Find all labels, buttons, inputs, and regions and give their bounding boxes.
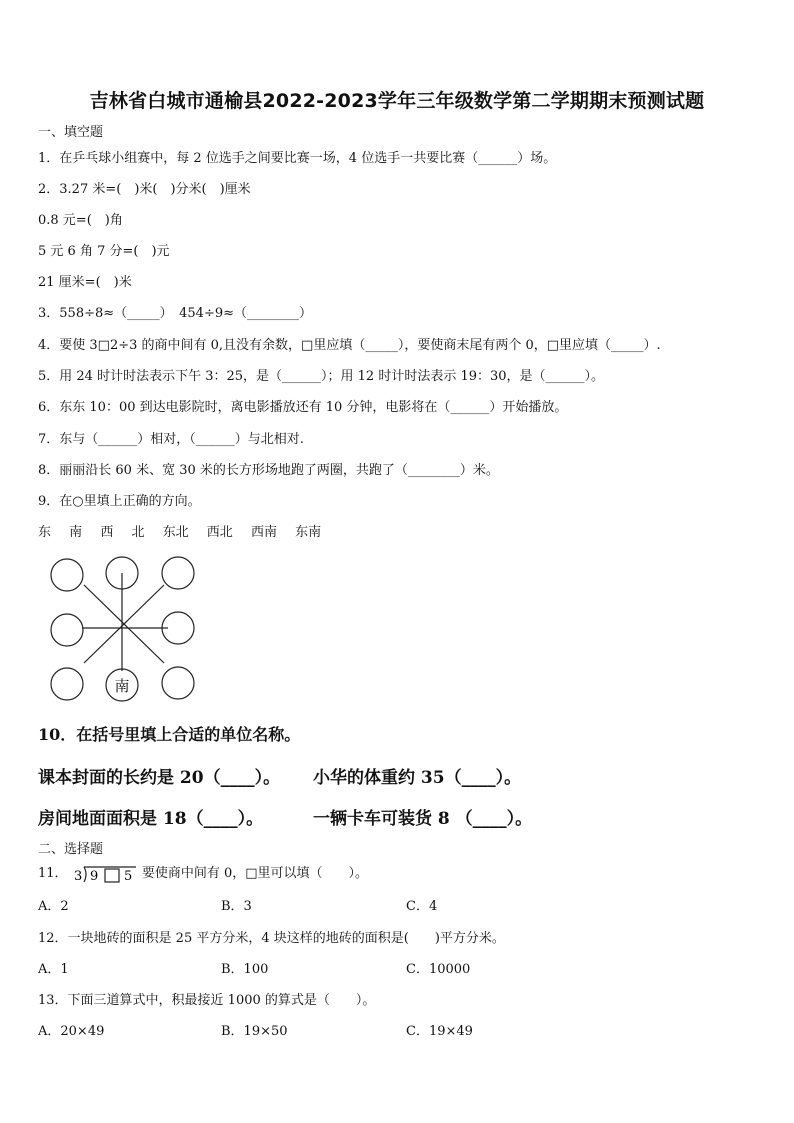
question-11-number: 11． [38, 866, 68, 881]
section-fill-in-heading: 一、填空题 [38, 125, 104, 140]
question-11-text: 要使商中间有 0，□里可以填（ ）。 [141, 866, 369, 881]
question-7: 7．东与（______）相对，（______）与北相对. [38, 432, 304, 447]
direction-word: 西南 [250, 525, 277, 540]
direction-compass-diagram [40, 553, 204, 705]
question-2-line-4: 21 厘米=( )米 [38, 275, 132, 290]
svg-text:9: 9 [89, 868, 98, 884]
svg-text:3: 3 [73, 868, 82, 884]
direction-circle-southwest [51, 668, 83, 700]
question-12-option-b: B．100 [221, 962, 269, 977]
south-label: 南 [114, 677, 130, 695]
section-choice-heading: 二、选择题 [38, 842, 104, 857]
question-11-option-c: C．4 [406, 899, 438, 914]
blank-digit-box [105, 869, 119, 882]
direction-circle-west [51, 614, 83, 646]
question-4: 4．要使 3□2÷3 的商中间有 0,且没有余数，□里应填（_____），要使商末尾有两个 0，□里应填（_____）. [38, 338, 661, 353]
question-6: 6．东东 10：00 到达电影院时，离电影播放还有 10 分钟，电影将在（______）开始播放。 [38, 400, 568, 415]
direction-word: 南 [69, 525, 83, 540]
question-10-item-a: 课本封面的长约是 20（____）。 [38, 768, 281, 788]
question-10-heading: 10．在括号里填上合适的单位名称。 [38, 725, 301, 744]
question-2-line-1: 2．3.27 米=( )米( )分米( )厘米 [38, 182, 251, 197]
question-13: 13．下面三道算式中，积最接近 1000 的算式是（ ）。 [38, 993, 376, 1008]
question-9: 9．在○里填上正确的方向。 [38, 494, 201, 509]
question-8: 8．丽丽沿长 60 米、宽 30 米的长方形场地跑了两圈，共跑了（________）米。 [38, 463, 499, 478]
question-11-option-a: A．2 [38, 899, 69, 914]
question-2-line-2: 0.8 元=( )角 [38, 213, 123, 228]
question-3: 3．558÷8≈（_____） 454÷9≈（________） [38, 306, 313, 321]
direction-word: 北 [131, 525, 145, 540]
direction-circle-northeast [162, 557, 194, 589]
question-13-option-b: B．19×50 [221, 1024, 288, 1039]
question-12: 12．一块地砖的面积是 25 平方分米，4 块这样的地砖的面积是( )平方分米。 [38, 931, 505, 946]
svg-text:5: 5 [123, 868, 132, 884]
question-10-item-c: 房间地面面积是 18（____）。 [38, 809, 264, 829]
direction-word: 西北 [206, 525, 233, 540]
page-title: 吉林省白城市通榆县2022-2023学年三年级数学第二学期期末预测试题 [89, 90, 705, 112]
direction-circle-northwest [51, 559, 83, 591]
question-1: 1．在乒乓球小组赛中，每 2 位选手之间要比赛一场，4 位选手一共要比赛（______）场。 [38, 151, 557, 166]
question-13-option-c: C．19×49 [406, 1024, 473, 1039]
question-2-line-3: 5 元 6 角 7 分=( )元 [38, 244, 170, 259]
question-11-option-b: B．3 [221, 899, 252, 914]
direction-circle-southeast [162, 667, 194, 699]
question-12-option-a: A．1 [38, 962, 69, 977]
question-10-item-d: 一辆卡车可装货 8 （____）。 [313, 809, 533, 829]
question-13-option-a: A．20×49 [38, 1024, 105, 1039]
question-12-option-c: C．10000 [406, 962, 471, 977]
question-11 [38, 862, 368, 884]
direction-word: 东北 [162, 525, 189, 540]
long-division-figure [72, 864, 138, 884]
direction-word: 东南 [295, 525, 322, 540]
direction-word: 东 [38, 525, 52, 540]
direction-word-list [38, 521, 335, 540]
question-5: 5．用 24 时计时法表示下午 3：25，是（______）；用 12 时计时法表示 19：30，是（______）。 [38, 369, 605, 384]
question-10-item-b: 小华的体重约 35（____）。 [313, 768, 522, 788]
direction-word: 西 [100, 525, 114, 540]
